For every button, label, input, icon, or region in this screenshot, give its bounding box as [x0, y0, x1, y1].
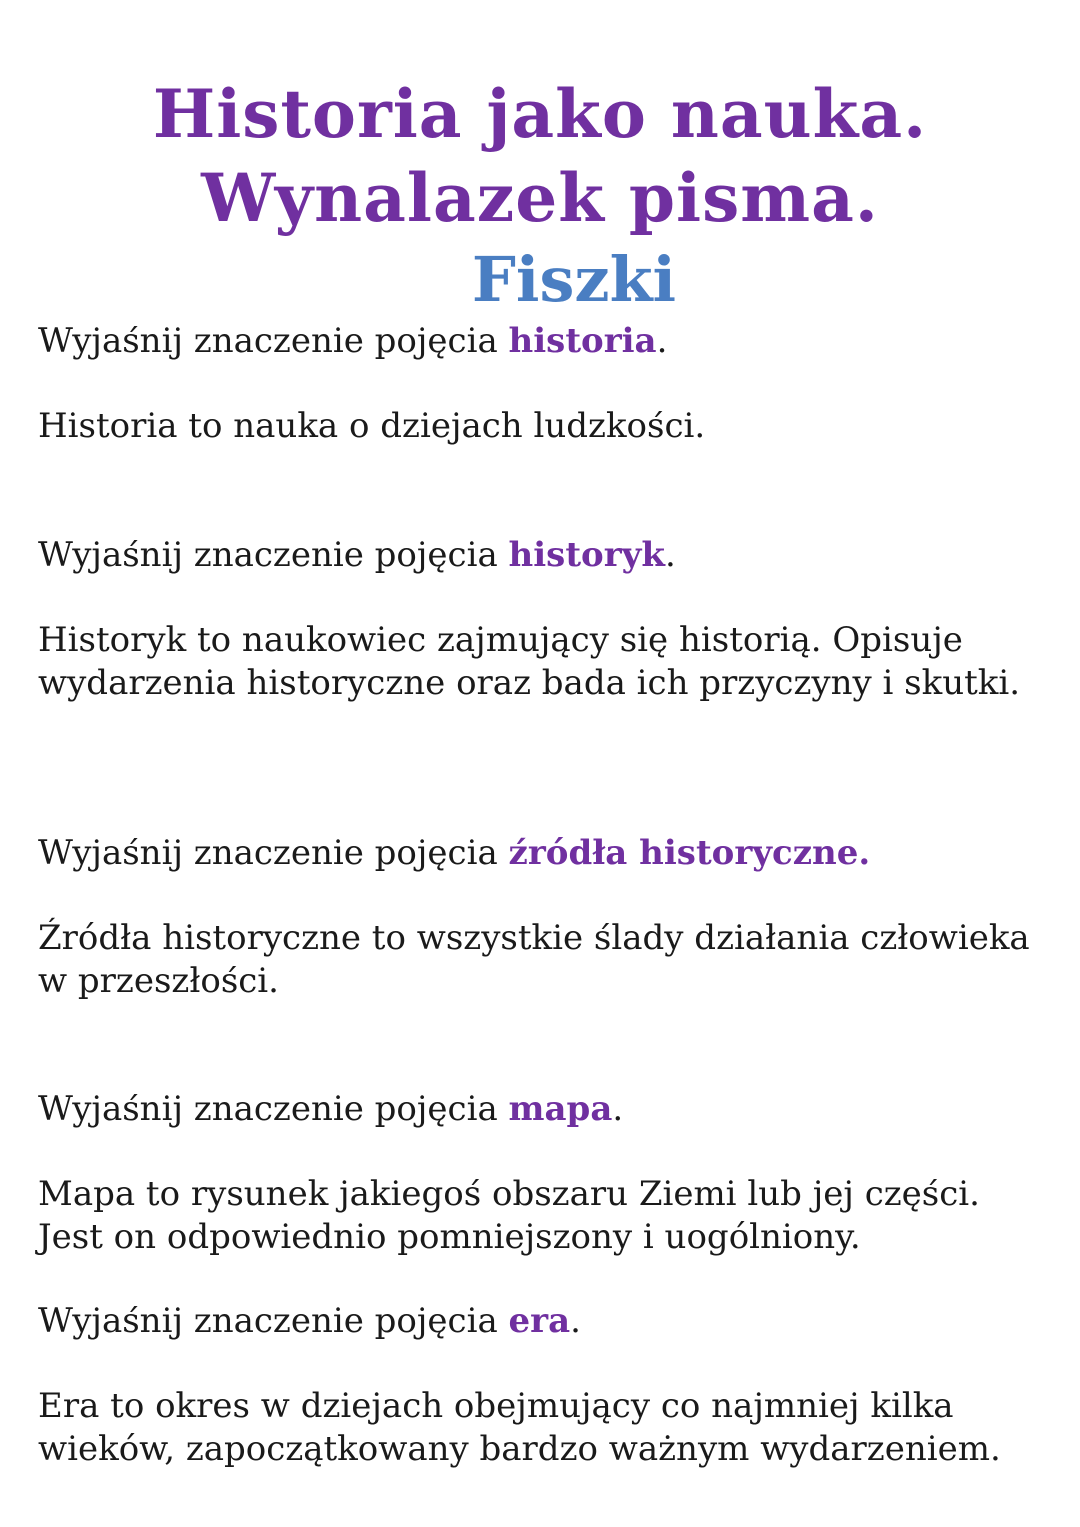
question-term: historyk [508, 535, 665, 575]
flashcard-historyk [38, 534, 1050, 705]
question-suffix: . [664, 535, 676, 575]
flashcard-answer: Mapa to rysunek jakiegoś obszaru Ziemi lub jej części. Jest on odpowiednio pomniejszony i uogólniony. [38, 1174, 980, 1257]
question-term: historia [508, 321, 657, 361]
flashcard-mapa [38, 1088, 1050, 1259]
flashcard-answer: Era to okres w dziejach obejmujący co najmniej kilka wieków, zapoczątkowany bardzo ważnym wydarzeniem. [38, 1386, 1001, 1469]
flashcard-answer: Historia to nauka o dziejach ludzkości. [38, 406, 706, 446]
question-suffix: . [612, 1089, 624, 1129]
page-title-line-1: Historia jako nauka. [152, 75, 928, 153]
flashcard-answer: Źródła historyczne to wszystkie ślady działania człowieka w przeszłości. [38, 918, 1030, 1001]
question-prefix: Wyjaśnij znaczenie pojęcia [38, 1089, 509, 1129]
flashcard-zrodla-historyczne [38, 832, 1050, 1003]
question-suffix: . [570, 1301, 581, 1341]
question-suffix: . [656, 321, 668, 361]
question-prefix: Wyjaśnij znaczenie pojęcia [38, 321, 509, 361]
flashcard-question [38, 320, 1050, 363]
question-prefix: Wyjaśnij znaczenie pojęcia [38, 833, 509, 873]
flashcard-question [38, 1300, 1050, 1343]
page-subtitle: Fiszki [471, 243, 677, 316]
title-block [0, 0, 1080, 320]
question-term: mapa [508, 1089, 613, 1129]
flashcard-era [38, 1300, 1050, 1471]
page-title-line-2: Wynalazek pisma. [201, 159, 879, 237]
question-term: era [508, 1301, 571, 1341]
flashcard-question [38, 534, 1050, 577]
flashcard-answer: Historyk to naukowiec zajmujący się historią. Opisuje wydarzenia historyczne oraz bada ich przyczyny i skutki. [38, 620, 1021, 703]
question-prefix: Wyjaśnij znaczenie pojęcia [38, 1301, 509, 1341]
question-prefix: Wyjaśnij znaczenie pojęcia [38, 535, 509, 575]
flashcard-historia [38, 320, 1050, 448]
flashcard-question [38, 832, 1050, 875]
question-term: źródła historyczne. [508, 833, 871, 873]
flashcard-question [38, 1088, 1050, 1131]
